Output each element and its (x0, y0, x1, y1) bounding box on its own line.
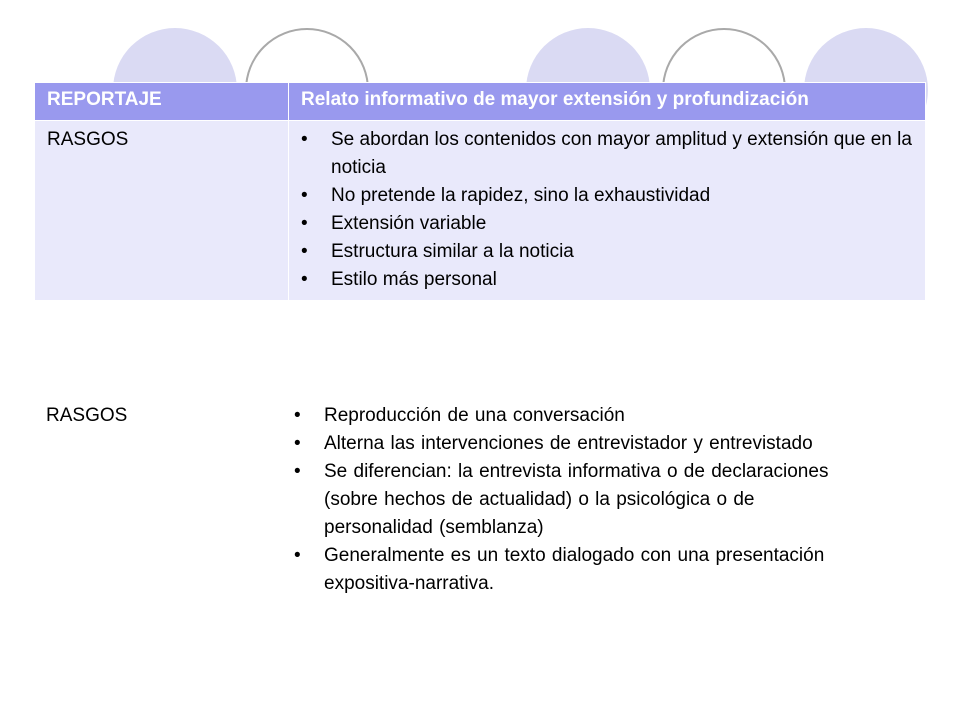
header-description: Relato informativo de mayor extensión y profundización (301, 89, 809, 110)
bullet: • (294, 545, 301, 566)
list-item (294, 458, 834, 542)
bullet: • (294, 461, 301, 482)
bullet: • (301, 269, 308, 290)
list-item (301, 238, 915, 266)
list-item-text: Se diferencian: la entrevista informativa o de declaraciones (sobre hechos de actualidad) o la psicológica o de personalidad (semblanza) (324, 461, 829, 538)
header-label: REPORTAJE (47, 89, 162, 110)
table-header-row (35, 83, 926, 121)
bullet: • (301, 185, 308, 206)
list-item-text: No pretende la rapidez, sino la exhaustividad (331, 185, 711, 206)
bullet: • (294, 405, 301, 426)
reportaje-table (34, 82, 926, 301)
list-item-text: Estilo más personal (331, 269, 497, 290)
list-item (294, 542, 834, 598)
list-item-text: Alterna las intervenciones de entrevistador y entrevistado (324, 433, 813, 454)
list-item (301, 126, 915, 182)
list-item-text: Extensión variable (331, 213, 487, 234)
list-item (301, 266, 915, 294)
reportaje-bullet-list (301, 126, 915, 294)
bullet: • (301, 241, 308, 262)
bullet: • (301, 213, 308, 234)
list-item (301, 182, 915, 210)
list-item (294, 402, 834, 430)
table-row (35, 121, 926, 301)
entrevista-rasgos-label: RASGOS (46, 405, 128, 426)
header-desc-cell (289, 83, 926, 121)
bullet: • (301, 129, 308, 150)
entrevista-bullet-list (294, 402, 834, 598)
list-item-text: Se abordan los contenidos con mayor amplitud y extensión que en la noticia (331, 129, 912, 178)
list-item (294, 430, 834, 458)
rasgos-label-cell (35, 121, 289, 301)
rasgos-list-cell (289, 121, 926, 301)
rasgos-label: RASGOS (47, 129, 129, 150)
list-item-text: Reproducción de una conversación (324, 405, 625, 426)
list-item (301, 210, 915, 238)
list-item-text: Estructura similar a la noticia (331, 241, 574, 262)
bullet: • (294, 433, 301, 454)
list-item-text: Generalmente es un texto dialogado con una presentación expositiva-narrativa. (324, 545, 825, 594)
header-label-cell (35, 83, 289, 121)
